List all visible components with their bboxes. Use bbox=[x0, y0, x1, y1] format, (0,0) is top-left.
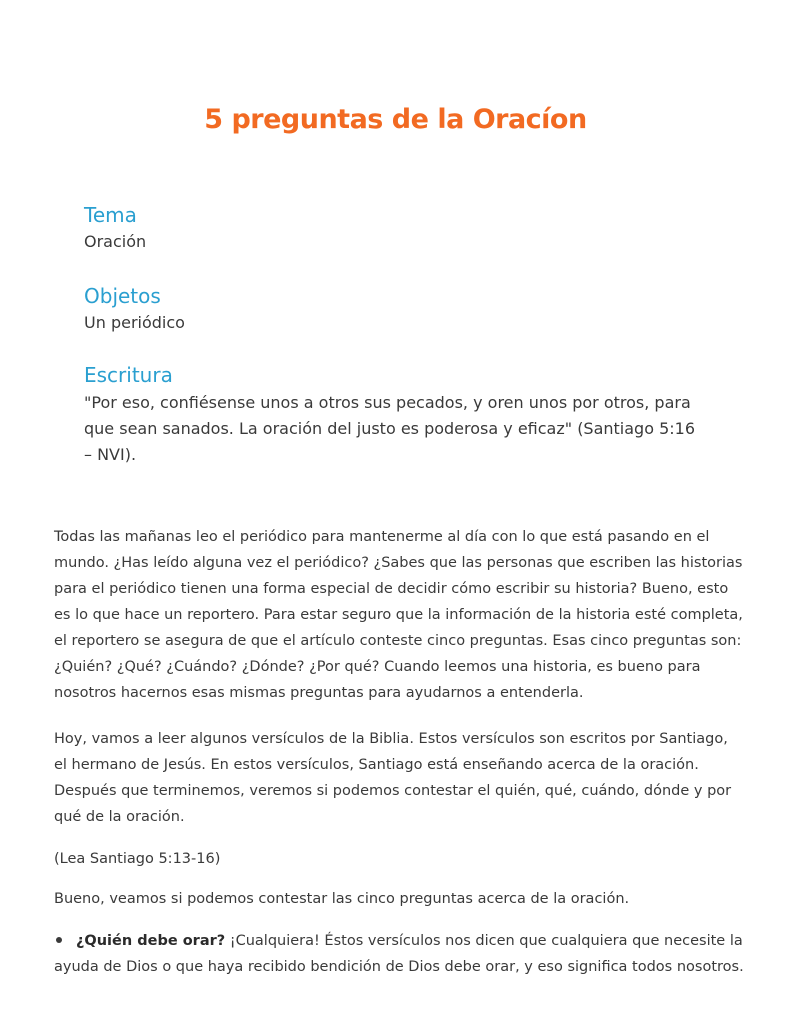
paragraph-questions-intro: Bueno, veamos si podemos contestar las cinco preguntas acerca de la oración. bbox=[54, 891, 630, 907]
bullet-icon bbox=[56, 937, 62, 943]
bullet-answer: ¡Cualquiera! Éstos versículos nos dicen que cualquiera que necesite la ayuda de Dios o que haya recibido bendición de Dios debe orar, y eso significa todos nosotros. bbox=[54, 933, 744, 975]
paragraph-bible: Hoy, vamos a leer algunos versículos de la Biblia. Estos versículos son escritos por Santiago, el hermano de Jesús. En estos versículos, Santiago está enseñando acerca de la oración. Después que terminemos, veremos si podemos contestar el quién, qué, cuándo, dónde y por qué de la oración. bbox=[54, 731, 732, 825]
tema-heading: Tema bbox=[84, 203, 137, 227]
tema-section bbox=[84, 202, 724, 254]
paragraph-intro: Todas las mañanas leo el periódico para mantenerme al día con lo que está pasando en el mundo. ¿Has leído alguna vez el periódico? ¿Sabes que las personas que escriben las historias para el periódico tienen una forma especial de decidir cómo escribir su historia? Bueno, esto es lo que hace un reportero. Para estar seguro que la información de la historia esté completa, el reportero se asegura de que el artículo conteste cinco preguntas. Esas cinco preguntas son: ¿Quién? ¿Qué? ¿Cuándo? ¿Dónde? ¿Por qué? Cuando leemos una historia, es bueno para nosotros hacernos esas mismas preguntas para ayudarnos a entenderla. bbox=[54, 529, 743, 701]
list-item bbox=[54, 928, 744, 980]
objetos-value: Un periódico bbox=[84, 313, 185, 332]
paragraph-reading-reference: (Lea Santiago 5:13-16) bbox=[54, 851, 221, 867]
page-title: 5 preguntas de la Oracíon bbox=[204, 104, 587, 135]
escritura-section bbox=[84, 362, 704, 468]
escritura-quote: "Por eso, confiésense unos a otros sus pecados, y oren unos por otros, para que sean sanados. La oración del justo es poderosa y eficaz" (Santiago 5:16 – NVI). bbox=[84, 393, 696, 464]
objetos-heading: Objetos bbox=[84, 284, 161, 308]
bullet-question: ¿Quién debe orar? bbox=[76, 933, 226, 949]
escritura-heading: Escritura bbox=[84, 363, 173, 387]
tema-value: Oración bbox=[84, 232, 147, 251]
objetos-section bbox=[84, 283, 724, 335]
